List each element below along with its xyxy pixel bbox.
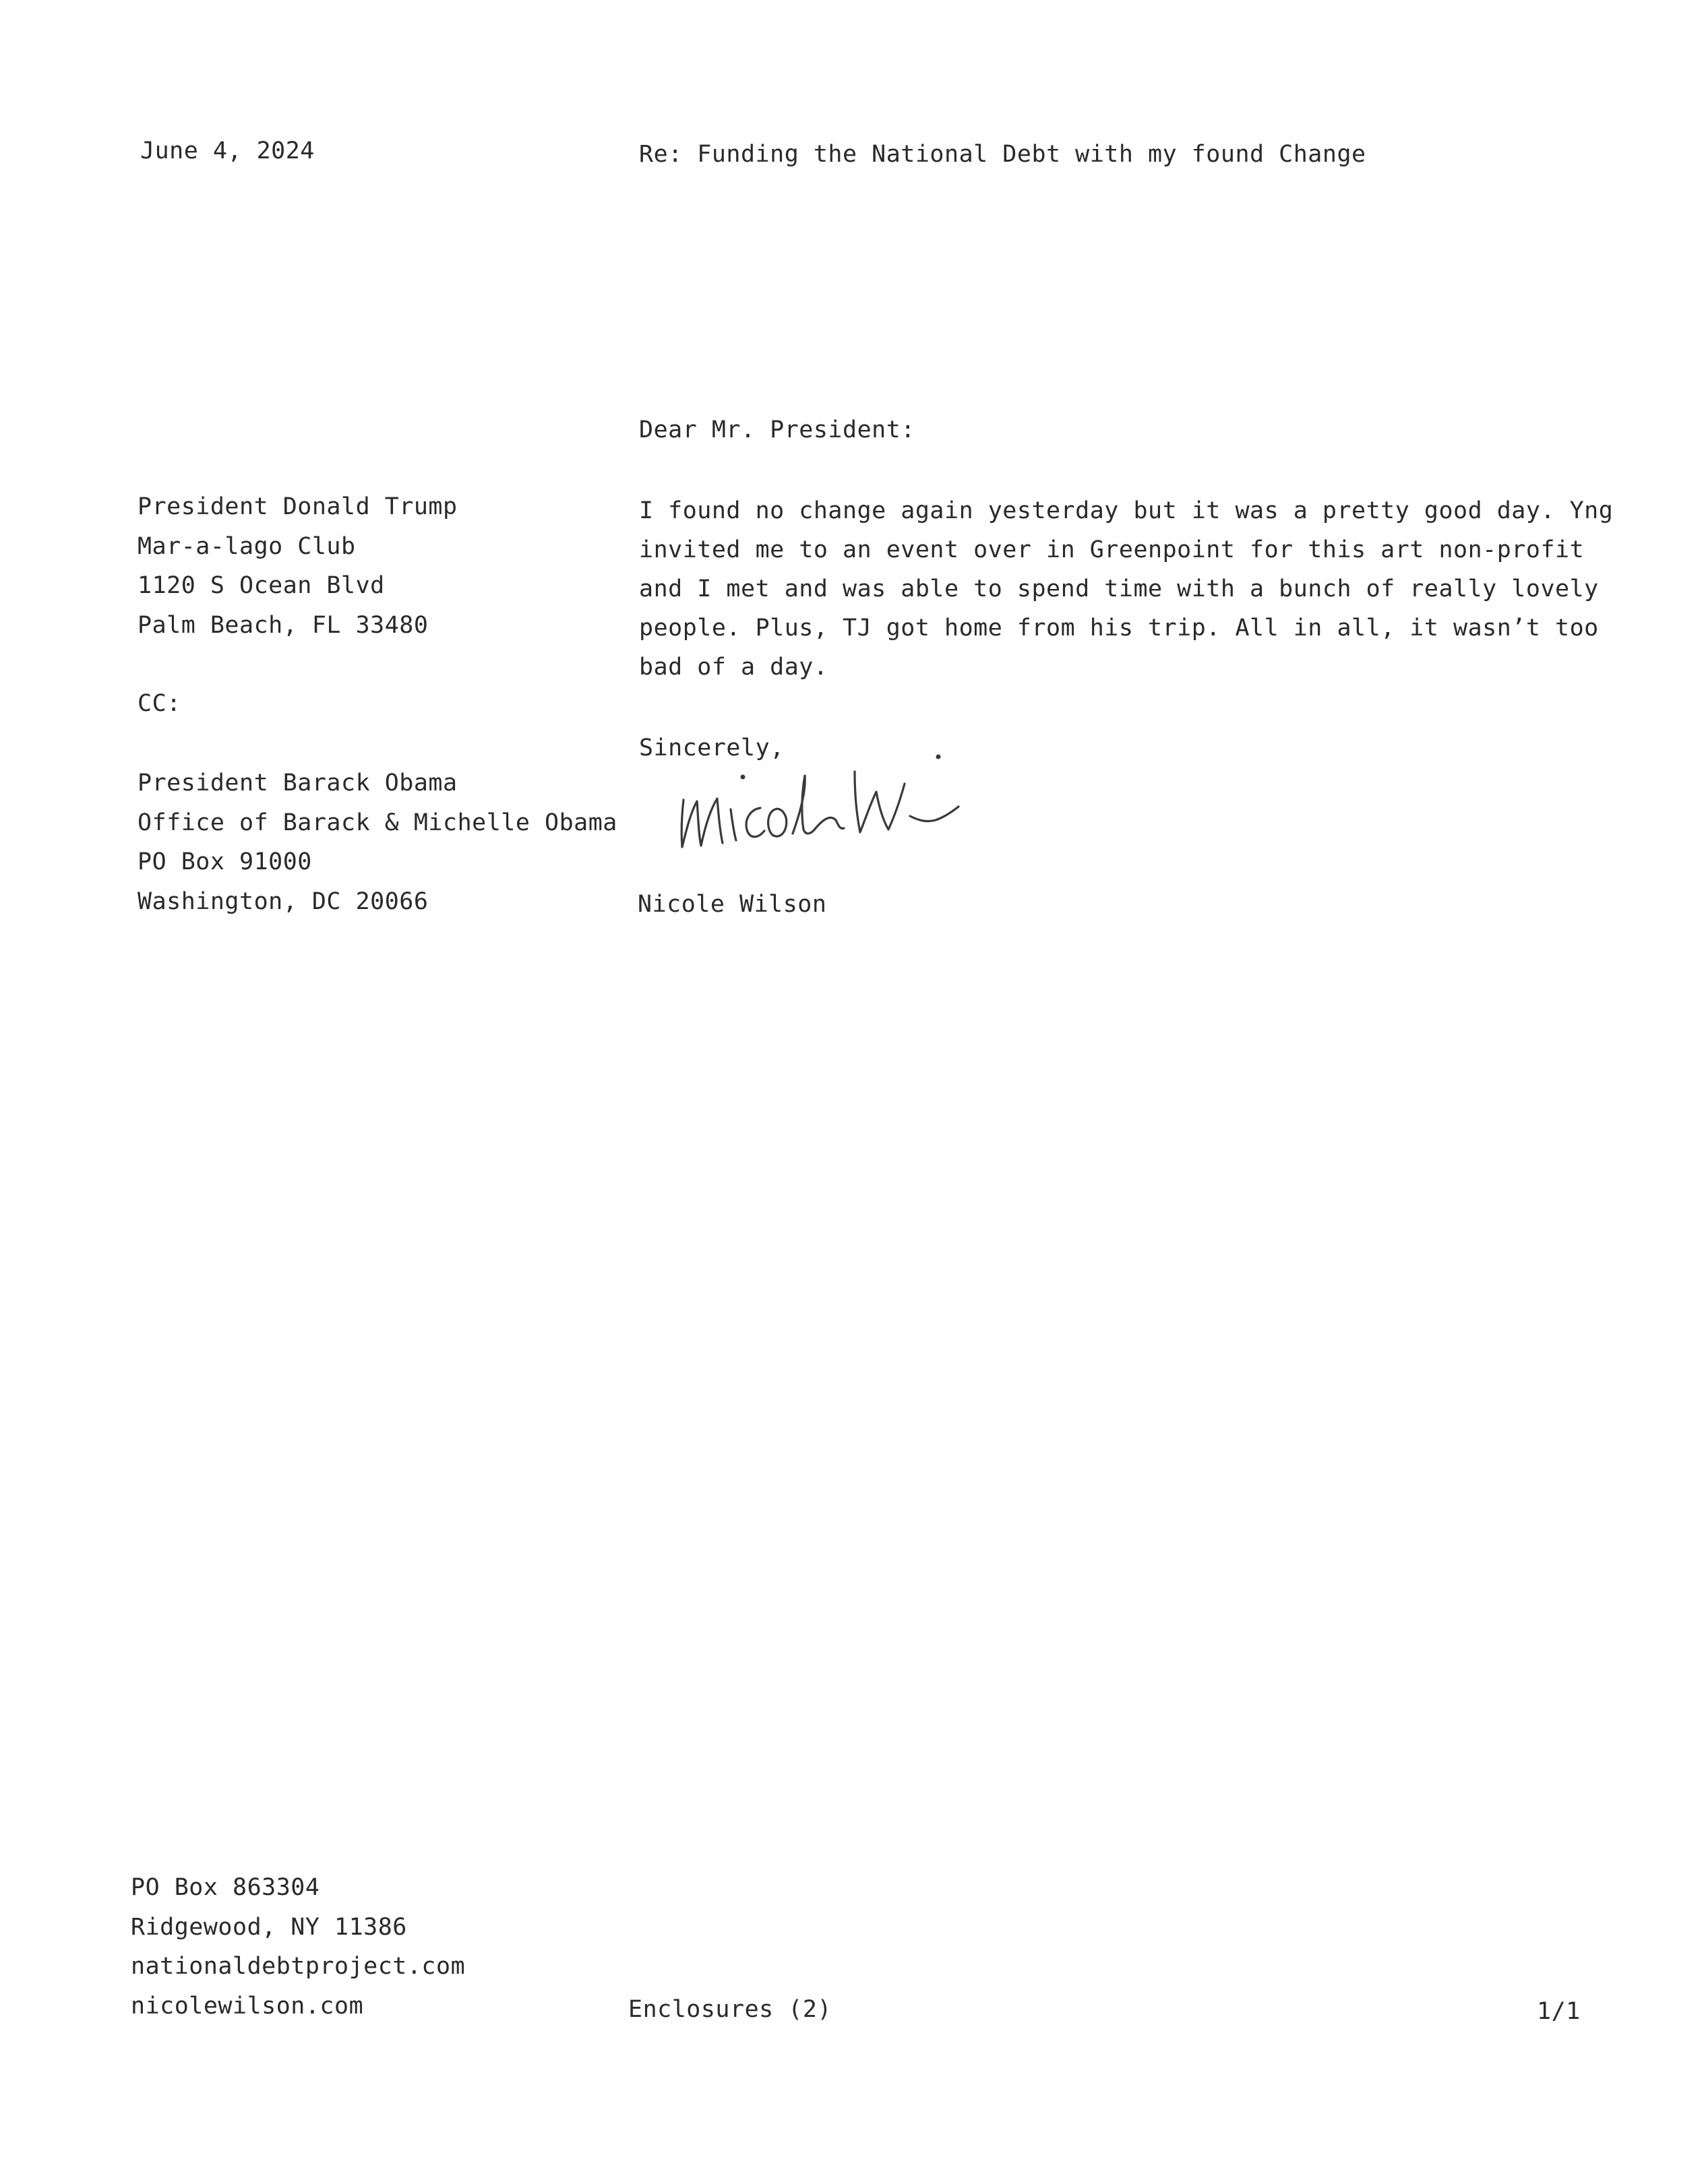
website-link: nationaldebtproject.com <box>131 1953 466 1980</box>
recipient-name: President Donald Trump <box>138 493 458 520</box>
recipient-address <box>138 487 458 645</box>
salutation: Dear Mr. President: <box>639 416 915 443</box>
letter-subject: Re: Funding the National Debt with my found Change <box>639 141 1366 168</box>
body-line: and I met and was able to spend time with a bunch of really lovely <box>639 575 1599 602</box>
sender-city: Ridgewood, NY 11386 <box>131 1913 407 1941</box>
body-line: bad of a day. <box>639 654 828 681</box>
body-line: invited me to an event over in Greenpoint for this art non-profit <box>639 536 1585 563</box>
sender-address <box>131 1868 465 2026</box>
closing: Sincerely, <box>639 735 785 761</box>
website-link: nicolewilson.com <box>131 1992 364 2020</box>
cc-recipient-address <box>138 763 617 921</box>
cc-label: CC: <box>138 690 181 717</box>
body-line: I found no change again yesterday but it was a pretty good day. Yng <box>639 497 1614 524</box>
recipient-line: Palm Beach, FL 33480 <box>138 611 429 639</box>
enclosures-note: Enclosures (2) <box>628 1996 832 2023</box>
cc-recipient-line: PO Box 91000 <box>138 848 312 875</box>
page-number: 1/1 <box>1537 1998 1581 2025</box>
recipient-line: 1120 S Ocean Blvd <box>138 572 385 599</box>
sender-po-box: PO Box 863304 <box>131 1874 320 1901</box>
cc-recipient-line: Office of Barack & Michelle Obama <box>138 809 617 836</box>
signer-name: Nicole Wilson <box>638 891 827 918</box>
handwritten-signature <box>674 745 1018 866</box>
letter-date: June 4, 2024 <box>140 137 315 164</box>
cc-recipient-line: Washington, DC 20066 <box>138 887 429 915</box>
letter-body <box>639 491 1613 687</box>
recipient-line: Mar-a-lago Club <box>138 532 356 560</box>
cc-recipient-name: President Barack Obama <box>138 770 458 797</box>
body-line: people. Plus, TJ got home from his trip. All in all, it wasn’t too <box>639 615 1599 642</box>
